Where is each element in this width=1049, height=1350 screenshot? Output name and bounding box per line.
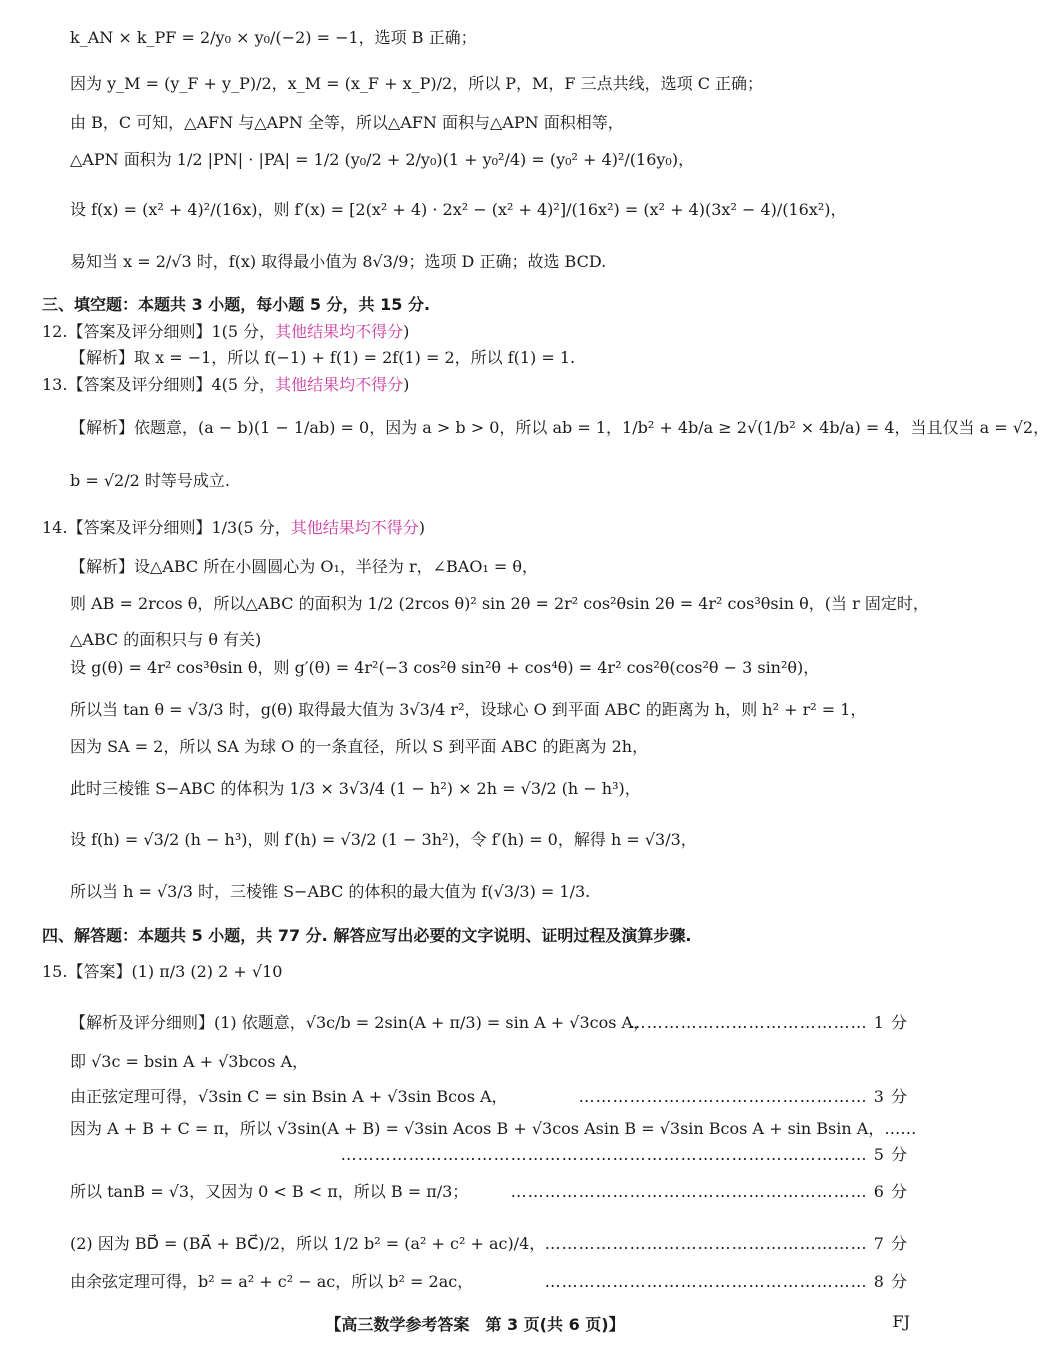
line-text: 所以当 h = √3/3 时，三棱锥 S−ABC 的体积的最大值为 f(√3/3) = 1/3. bbox=[70, 882, 591, 901]
text-line bbox=[70, 1180, 468, 1204]
line-text: 设 f(x) = (x² + 4)²/(16x)，则 f′(x) = [2(x² + 4) · 2x² − (x² + 4)²]/(16x²) = (x² + 4)(3x² − 4)/(16x²)， bbox=[70, 200, 847, 219]
text-line bbox=[70, 250, 606, 274]
grading-note: 其他结果均不得分 bbox=[290, 518, 419, 537]
text-line bbox=[42, 516, 425, 540]
text-line bbox=[42, 373, 409, 397]
line-text: k_AN × k_PF = 2/y₀ × y₀/(−2) = −1，选项 B 正确； bbox=[70, 28, 477, 47]
line-text: 由正弦定理可得，√3sin C = sin Bsin A + √3sin Bcos A， bbox=[70, 1087, 508, 1106]
line-text: b = √2/2 时等号成立. bbox=[70, 471, 230, 490]
text-line bbox=[70, 735, 648, 759]
line-text: 【解析】设△ABC 所在小圆圆心为 O₁，半径为 r，∠BAO₁ = θ， bbox=[70, 557, 539, 576]
line-text: 此时三棱锥 S−ABC 的体积为 1/3 × 3√3/4 (1 − h²) × 2h = √3/2 (h − h³)， bbox=[70, 779, 641, 798]
line-text: 设 f(h) = √3/2 (h − h³)，则 f′(h) = √3/2 (1 − 3h²)，令 f′(h) = 0，解得 h = √3/3， bbox=[70, 830, 697, 849]
text-line bbox=[70, 416, 1049, 440]
line-text: (2) 因为 BD⃗ = (BA⃗ + BC⃗)/2，所以 1/2 b² = (a² + c² + ac)/4， bbox=[70, 1234, 546, 1253]
line-text: 15.【答案】(1) π/3 (2) 2 + √10 bbox=[42, 962, 283, 981]
score-marker: ………………………………………………… 8 分 bbox=[544, 1272, 908, 1291]
line-text: 因为 A + B + C = π，所以 √3sin(A + B) = √3sin Acos B + √3cos Asin B = √3sin Bcos A + sin Bsin A，…… bbox=[70, 1119, 917, 1138]
line-tail: ) bbox=[403, 322, 410, 341]
text-line bbox=[42, 960, 282, 984]
text-line bbox=[70, 346, 575, 370]
text-line bbox=[70, 698, 866, 722]
text-line bbox=[42, 293, 430, 317]
line-text: 四、解答题：本题共 5 小题，共 77 分. 解答应写出必要的文字说明、证明过程及演算步骤. bbox=[42, 926, 692, 945]
line-text: 由余弦定理可得，b² = a² + c² − ac，所以 b² = 2ac， bbox=[70, 1272, 474, 1291]
text-line bbox=[70, 1117, 916, 1141]
line-text: 12.【答案及评分细则】1(5 分， bbox=[42, 322, 276, 341]
edition-mark: FJ bbox=[892, 1312, 910, 1331]
grading-note: 其他结果均不得分 bbox=[275, 322, 404, 341]
line-text: 因为 y_M = (y_F + y_P)/2，x_M = (x_F + x_P)/2，所以 P，M，F 三点共线，选项 C 正确； bbox=[70, 74, 764, 93]
line-text: 【解析】依题意，(a − b)(1 − 1/ab) = 0，因为 a > b > 0，所以 ab = 1，1/b² + 4b/a ≥ 2√(1/b² × 4b/a) = 4，当且仅当 a = √2， bbox=[70, 418, 1049, 437]
text-line bbox=[70, 777, 641, 801]
text-line bbox=[70, 148, 694, 172]
grading-note: 其他结果均不得分 bbox=[275, 375, 404, 394]
text-line bbox=[70, 198, 847, 222]
text-line bbox=[70, 555, 538, 579]
line-text: 【解析】取 x = −1，所以 f(−1) + f(1) = 2f(1) = 2，所以 f(1) = 1. bbox=[70, 348, 576, 367]
line-text: 因为 SA = 2，所以 SA 为球 O 的一条直径，所以 S 到平面 ABC 的距离为 2h， bbox=[70, 737, 649, 756]
text-line bbox=[70, 1085, 508, 1109]
line-text: 【解析及评分细则】(1) 依题意，√3c/b = 2sin(A + π/3) = sin A + √3cos A， bbox=[70, 1013, 650, 1032]
score-marker: …………………………………………… 3 分 bbox=[578, 1087, 908, 1106]
score-marker: …………………………………… 1 分 bbox=[629, 1013, 908, 1032]
score-marker: ……………………………………………………… 6 分 bbox=[510, 1182, 908, 1201]
line-tail: ) bbox=[418, 518, 425, 537]
score-marker: ………………………………………………………………………………… 5 分 bbox=[340, 1145, 908, 1164]
text-line bbox=[70, 880, 590, 904]
line-text: 所以 tanB = √3，又因为 0 < B < π，所以 B = π/3； bbox=[70, 1182, 469, 1201]
score-marker: ………………………………………………… 7 分 bbox=[544, 1234, 908, 1253]
text-line bbox=[70, 26, 477, 50]
text-line bbox=[70, 1011, 649, 1035]
text-line bbox=[70, 1232, 545, 1256]
line-text: 三、填空题：本题共 3 小题，每小题 5 分，共 15 分. bbox=[42, 295, 431, 314]
text-line bbox=[70, 1050, 308, 1074]
line-text: △APN 面积为 1/2 |PN| · |PA| = 1/2 (y₀/2 + 2/y₀)(1 + y₀²/4) = (y₀² + 4)²/(16y₀)， bbox=[70, 150, 695, 169]
text-line bbox=[70, 1270, 473, 1294]
line-text: 所以当 tan θ = √3/3 时，g(θ) 取得最大值为 3√3/4 r²，设球心 O 到平面 ABC 的距离为 h，则 h² + r² = 1， bbox=[70, 700, 867, 719]
text-line bbox=[42, 320, 409, 344]
line-tail: ) bbox=[403, 375, 410, 394]
text-line bbox=[70, 628, 261, 652]
text-line bbox=[70, 828, 697, 852]
text-line bbox=[70, 656, 819, 680]
line-text: △ABC 的面积只与 θ 有关) bbox=[70, 630, 262, 649]
text-line bbox=[70, 111, 624, 135]
line-text: 14.【答案及评分细则】1/3(5 分， bbox=[42, 518, 291, 537]
line-text: 由 B，C 可知，△AFN 与△APN 全等，所以△AFN 面积与△APN 面积相等， bbox=[70, 113, 624, 132]
line-text: 即 √3c = bsin A + √3bcos A， bbox=[70, 1052, 309, 1071]
line-text: 13.【答案及评分细则】4(5 分， bbox=[42, 375, 276, 394]
text-line bbox=[70, 592, 929, 616]
text-line bbox=[70, 469, 230, 493]
text-line bbox=[70, 72, 763, 96]
page-footer: 【高三数学参考答案 第 3 页(共 6 页)】 bbox=[325, 1315, 625, 1334]
text-line bbox=[42, 924, 691, 948]
line-text: 则 AB = 2rcos θ，所以△ABC 的面积为 1/2 (2rcos θ)² sin 2θ = 2r² cos²θsin 2θ = 4r² cos³θsin θ，(当 r 固定时， bbox=[70, 594, 929, 613]
line-text: 设 g(θ) = 4r² cos³θsin θ，则 g′(θ) = 4r²(−3 cos²θ sin²θ + cos⁴θ) = 4r² cos²θ(cos²θ − 3 sin²θ)， bbox=[70, 658, 820, 677]
line-text: 易知当 x = 2/√3 时，f(x) 取得最小值为 8√3/9；选项 D 正确；故选 BCD. bbox=[70, 252, 607, 271]
